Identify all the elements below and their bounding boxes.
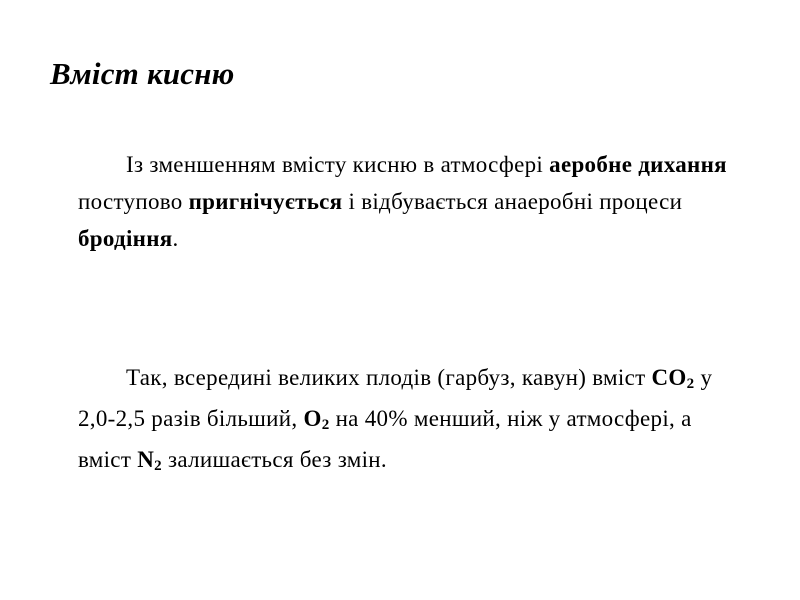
paragraph-oxygen-decrease [78, 146, 738, 257]
text-run: Так, всередині великих плодів (гарбуз, кавун) вміст [126, 365, 652, 390]
term-suppressed: пригнічується [188, 189, 343, 214]
text-run: поступово [78, 189, 189, 214]
text-run: . [172, 226, 179, 251]
formula-main: CO [651, 365, 687, 390]
formula-n2 [137, 447, 162, 472]
term-aerobic-respiration: аеробне дихання [549, 152, 727, 177]
paragraph-fruit-gases [78, 359, 738, 482]
text-run: і відбувається анаеробні процеси [342, 189, 683, 214]
term-fermentation: бродіння [78, 226, 173, 251]
formula-subscript: 2 [686, 376, 695, 392]
formula-subscript: 2 [321, 417, 330, 433]
text-run: залишається без змін. [161, 447, 387, 472]
formula-subscript: 2 [154, 458, 162, 474]
formula-co2 [652, 365, 695, 390]
text-run: на 40% менший, ніж у атмосфері, а вміст [78, 406, 692, 472]
text-run: у 2,0-2,5 разів більший, [78, 365, 713, 431]
formula-o2 [304, 406, 330, 431]
slide-title: Вміст кисню [50, 56, 235, 91]
formula-main: N [137, 447, 155, 472]
text-run: Із зменшенням вмісту кисню в атмосфері [126, 152, 550, 177]
formula-main: O [303, 406, 322, 431]
